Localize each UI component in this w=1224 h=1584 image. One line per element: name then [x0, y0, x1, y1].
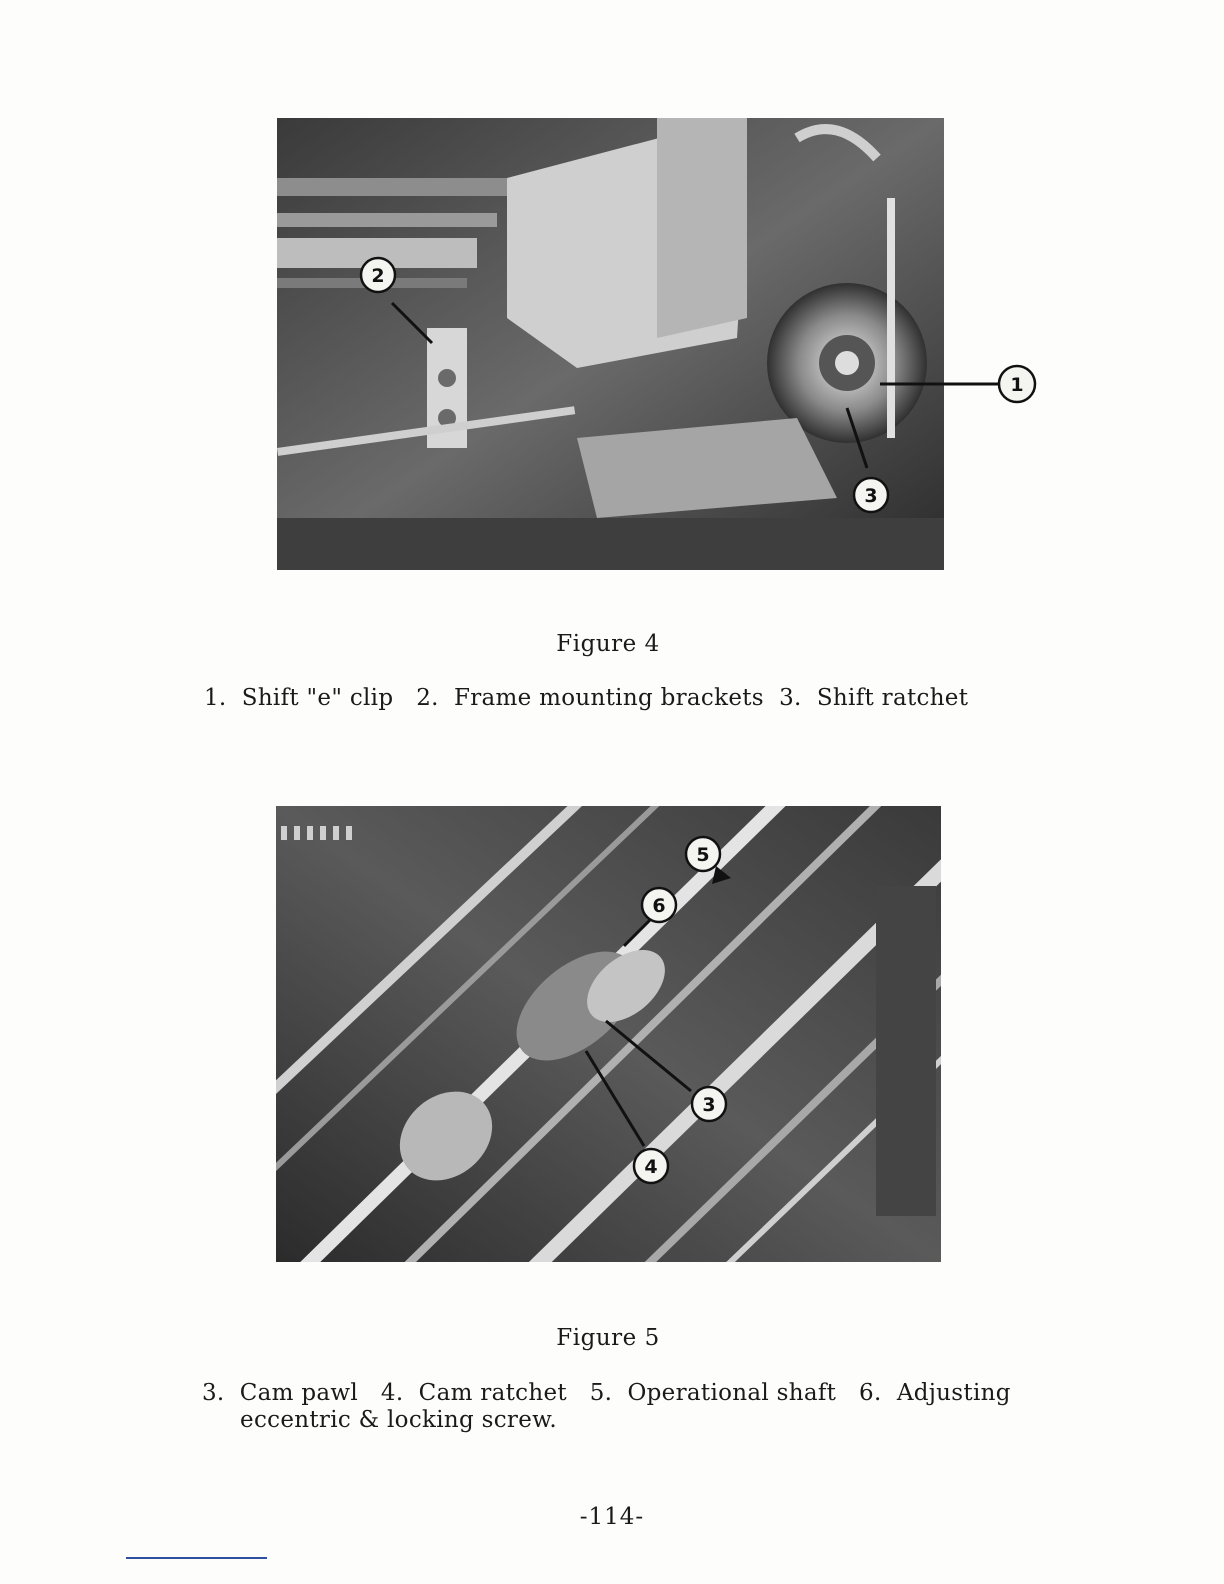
figure-5-title: Figure 5 [556, 1325, 660, 1351]
callout-2 [361, 258, 395, 292]
svg-text:1: 1 [1010, 374, 1024, 396]
footnote-rule [126, 1557, 267, 1559]
callout-5 [686, 837, 720, 871]
figure-4-title: Figure 4 [556, 631, 660, 657]
svg-text:6: 6 [652, 895, 666, 917]
svg-text:2: 2 [371, 265, 385, 287]
figure-5-legend-line-1: 3. Cam pawl 4. Cam ratchet 5. Operational shaft 6. Adjusting [202, 1380, 1011, 1406]
callout-3 [854, 478, 888, 512]
svg-text:3: 3 [864, 485, 878, 507]
figure-4-legend: 1. Shift "e" clip 2. Frame mounting brackets 3. Shift ratchet [204, 685, 969, 711]
figure-5-photo [276, 806, 941, 1262]
figure-4-photo [277, 118, 944, 570]
page-number: -114- [579, 1504, 645, 1530]
svg-text:5: 5 [696, 844, 710, 866]
callout-3b [692, 1087, 726, 1121]
svg-text:3: 3 [702, 1094, 716, 1116]
callout-4 [634, 1149, 668, 1183]
svg-text:4: 4 [644, 1156, 658, 1178]
figure-5-legend-line-2: eccentric & locking screw. [202, 1407, 558, 1433]
callout-6 [642, 888, 676, 922]
callout-1 [880, 360, 1040, 410]
